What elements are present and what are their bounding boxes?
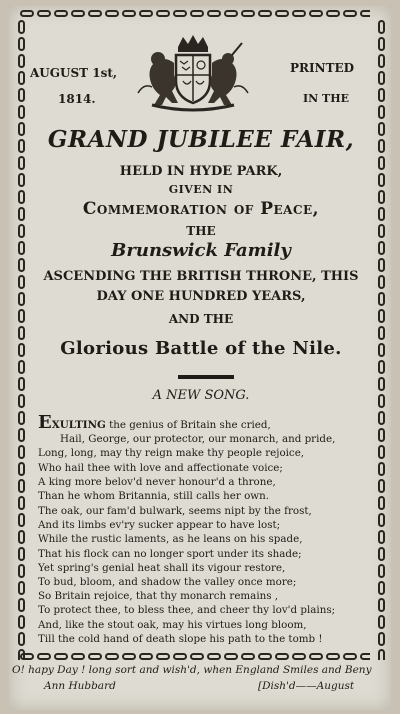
handwritten-date-note: [Dish'd——August xyxy=(258,680,355,692)
verse-line-caps: XULTING xyxy=(51,419,106,431)
chain-link-icon xyxy=(378,88,385,102)
chain-link-icon xyxy=(378,564,385,578)
chain-border-left xyxy=(14,20,28,660)
chain-link-icon xyxy=(190,10,204,17)
chain-link-icon xyxy=(378,309,385,323)
chain-link-icon xyxy=(275,10,289,17)
divider-rule xyxy=(178,375,234,379)
chain-link-icon xyxy=(18,428,25,442)
chain-link-icon xyxy=(18,139,25,153)
verse-line xyxy=(38,412,374,433)
chain-link-icon xyxy=(122,10,136,17)
chain-link-icon xyxy=(54,653,68,660)
handwritten-footer-line: O! hapy Day ! long sort and wish'd, when England Smiles and Beny xyxy=(12,664,372,676)
date-label: AUGUST 1st, xyxy=(30,66,118,80)
chain-border-top xyxy=(20,10,370,24)
chain-link-icon xyxy=(378,139,385,153)
chain-link-icon xyxy=(18,241,25,255)
chain-link-icon xyxy=(378,343,385,357)
chain-link-icon xyxy=(18,275,25,289)
chain-link-icon xyxy=(71,653,85,660)
chain-link-icon xyxy=(378,20,385,34)
chain-link-icon xyxy=(54,10,68,17)
chain-link-icon xyxy=(18,309,25,323)
chain-link-icon xyxy=(378,462,385,476)
chain-link-icon xyxy=(378,649,385,660)
chain-link-icon xyxy=(18,343,25,357)
chain-link-icon xyxy=(378,581,385,595)
chain-link-icon xyxy=(378,156,385,170)
chain-link-icon xyxy=(224,653,238,660)
year-label: 1814. xyxy=(58,92,96,106)
chain-link-icon xyxy=(207,10,221,17)
chain-link-icon xyxy=(18,513,25,527)
chain-link-icon xyxy=(378,190,385,204)
chain-link-icon xyxy=(360,653,370,660)
chain-link-icon xyxy=(326,653,340,660)
chain-link-icon xyxy=(258,653,272,660)
chain-link-icon xyxy=(378,241,385,255)
chain-link-icon xyxy=(190,653,204,660)
chain-link-icon xyxy=(378,360,385,374)
chain-link-icon xyxy=(18,411,25,425)
chain-link-icon xyxy=(18,326,25,340)
chain-link-icon xyxy=(18,530,25,544)
chain-link-icon xyxy=(18,547,25,561)
chain-link-icon xyxy=(378,394,385,408)
verse-line: So Britain rejoice, that thy monarch remains , xyxy=(38,590,279,603)
subtitle-line: Glorious Battle of the Nile. xyxy=(60,338,342,359)
chain-link-icon xyxy=(207,653,221,660)
chain-link-icon xyxy=(378,479,385,493)
chain-link-icon xyxy=(18,292,25,306)
chain-link-icon xyxy=(309,10,323,17)
subtitle-line: ASCENDING THE BRITISH THRONE, THIS xyxy=(43,269,359,284)
verse-one xyxy=(38,412,374,503)
chain-link-icon xyxy=(378,292,385,306)
chain-link-icon xyxy=(139,653,153,660)
verse-line: To bud, bloom, and shadow the valley once more; xyxy=(38,576,297,589)
chain-link-icon xyxy=(18,37,25,51)
verse-line: Who hail thee with love and affectionate voice; xyxy=(38,461,283,474)
subtitle-line: HELD IN HYDE PARK, xyxy=(119,164,283,179)
chain-link-icon xyxy=(20,10,34,17)
subtitle-line: Commemoration of Peace, xyxy=(82,199,320,219)
chain-link-icon xyxy=(37,653,51,660)
chain-link-icon xyxy=(378,377,385,391)
chain-link-icon xyxy=(105,653,119,660)
verse-two xyxy=(38,504,374,646)
chain-link-icon xyxy=(241,10,255,17)
in-the-label: IN THE xyxy=(303,92,349,105)
chain-link-icon xyxy=(18,394,25,408)
chain-link-icon xyxy=(18,632,25,646)
verse-line: Yet spring's genial heat shall its vigour restore, xyxy=(38,561,286,574)
verse-line: To protect thee, to bless thee, and cheer thy lov'd plains; xyxy=(38,604,336,617)
chain-link-icon xyxy=(292,653,306,660)
verse-line: The oak, our fam'd bulwark, seems nipt by the frost, xyxy=(38,505,312,517)
chain-link-icon xyxy=(18,615,25,629)
verse-line-text: the genius of Britain she cried, xyxy=(105,419,271,431)
chain-link-icon xyxy=(378,54,385,68)
chain-link-icon xyxy=(378,37,385,51)
drop-cap: E xyxy=(38,412,52,433)
chain-link-icon xyxy=(378,411,385,425)
chain-link-icon xyxy=(378,598,385,612)
chain-link-icon xyxy=(292,10,306,17)
chain-link-icon xyxy=(18,20,25,34)
chain-link-icon xyxy=(18,479,25,493)
royal-coat-of-arms-icon xyxy=(128,33,258,113)
song-heading: A NEW SONG. xyxy=(152,388,250,403)
chain-link-icon xyxy=(378,615,385,629)
verse-line: A king more belov'd never honour'd a throne, xyxy=(38,475,276,488)
chain-link-icon xyxy=(378,547,385,561)
chain-link-icon xyxy=(378,258,385,272)
chain-link-icon xyxy=(18,190,25,204)
chain-link-icon xyxy=(378,122,385,136)
verse-line: Than he whom Britannia, still calls her own. xyxy=(38,490,269,503)
chain-link-icon xyxy=(173,653,187,660)
chain-link-icon xyxy=(122,653,136,660)
chain-link-icon xyxy=(378,71,385,85)
chain-link-icon xyxy=(18,598,25,612)
chain-link-icon xyxy=(378,445,385,459)
chain-link-icon xyxy=(18,496,25,510)
chain-link-icon xyxy=(18,564,25,578)
chain-link-icon xyxy=(173,10,187,17)
chain-link-icon xyxy=(156,10,170,17)
chain-link-icon xyxy=(309,653,323,660)
chain-link-icon xyxy=(156,653,170,660)
chain-link-icon xyxy=(224,10,238,17)
chain-link-icon xyxy=(18,156,25,170)
chain-link-icon xyxy=(378,173,385,187)
chain-link-icon xyxy=(378,513,385,527)
verse-line: And, like the stout oak, may his virtues long bloom, xyxy=(38,618,307,631)
chain-link-icon xyxy=(18,122,25,136)
main-title: GRAND JUBILEE FAIR, xyxy=(47,126,355,153)
chain-link-icon xyxy=(326,10,340,17)
verse-line: Hail, George, our protector, our monarch, and pride, xyxy=(60,433,336,446)
chain-link-icon xyxy=(241,653,255,660)
chain-link-icon xyxy=(18,649,25,660)
chain-link-icon xyxy=(18,207,25,221)
handwritten-signature: Ann Hubbard xyxy=(44,680,116,692)
verse-line: Till the cold hand of death slope his path to the tomb ! xyxy=(38,632,323,645)
chain-link-icon xyxy=(343,653,357,660)
chain-link-icon xyxy=(18,105,25,119)
subtitle-line: AND THE xyxy=(168,312,234,326)
chain-link-icon xyxy=(71,10,85,17)
chain-link-icon xyxy=(360,10,370,17)
chain-link-icon xyxy=(378,224,385,238)
chain-link-icon xyxy=(37,10,51,17)
chain-link-icon xyxy=(378,428,385,442)
subtitle-line: Brunswick Family xyxy=(111,240,291,261)
chain-link-icon xyxy=(378,326,385,340)
chain-link-icon xyxy=(18,88,25,102)
chain-link-icon xyxy=(18,445,25,459)
verse-line: Long, long, may thy reign make thy people rejoice, xyxy=(38,447,305,460)
chain-link-icon xyxy=(88,10,102,17)
chain-link-icon xyxy=(343,10,357,17)
chain-link-icon xyxy=(139,10,153,17)
chain-link-icon xyxy=(18,258,25,272)
chain-link-icon xyxy=(18,173,25,187)
chain-border-right xyxy=(374,20,388,660)
subtitle-line: GIVEN IN xyxy=(168,183,234,196)
chain-link-icon xyxy=(18,581,25,595)
verse-line: While the rustic laments, as he leans on his spade, xyxy=(38,533,303,546)
chain-link-icon xyxy=(378,275,385,289)
subtitle-line: DAY ONE HUNDRED YEARS, xyxy=(96,289,306,304)
chain-link-icon xyxy=(105,10,119,17)
chain-link-icon xyxy=(378,530,385,544)
verse-line: That his flock can no longer sport under its shade; xyxy=(38,547,302,560)
chain-link-icon xyxy=(18,224,25,238)
printed-label: PRINTED xyxy=(290,61,355,75)
chain-link-icon xyxy=(18,360,25,374)
chain-link-icon xyxy=(18,71,25,85)
chain-link-icon xyxy=(18,54,25,68)
chain-link-icon xyxy=(88,653,102,660)
chain-link-icon xyxy=(378,496,385,510)
verse-line: And its limbs ev'ry sucker appear to have lost; xyxy=(38,519,281,532)
chain-link-icon xyxy=(258,10,272,17)
chain-link-icon xyxy=(275,653,289,660)
chain-link-icon xyxy=(18,462,25,476)
chain-link-icon xyxy=(378,105,385,119)
chain-link-icon xyxy=(378,632,385,646)
subtitle-line: THE xyxy=(186,224,216,238)
chain-link-icon xyxy=(378,207,385,221)
chain-link-icon xyxy=(18,377,25,391)
